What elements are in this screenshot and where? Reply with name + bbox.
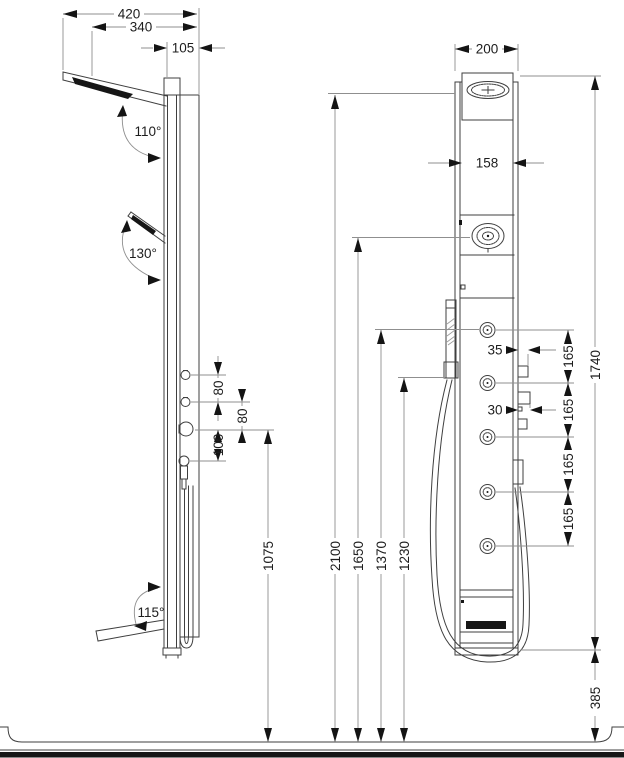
angle-110-label: 110° xyxy=(134,124,162,139)
dim-80-mid-label: 80 xyxy=(235,408,250,424)
dimension-labels xyxy=(118,7,603,710)
dimension-arrows xyxy=(63,10,599,742)
dim-200-label: 200 xyxy=(475,41,499,57)
hose-side xyxy=(180,486,193,648)
diverter-knob xyxy=(181,371,190,380)
dim-1075-label: 1075 xyxy=(261,540,276,572)
overhead-shower-icon xyxy=(467,82,509,99)
dim-105-label: 105 xyxy=(171,40,195,56)
body-jet-icon xyxy=(480,323,495,338)
dim-165-2-label: 165 xyxy=(561,398,576,422)
footrest-slot xyxy=(466,621,506,629)
spray-face xyxy=(72,77,133,99)
dim-100-label: 100 xyxy=(211,433,226,457)
overhead-arm xyxy=(63,72,167,106)
side-panel-body xyxy=(163,78,199,658)
diverter-knob xyxy=(181,398,190,407)
dim-1370-label: 1370 xyxy=(374,540,389,572)
dimension-lines xyxy=(63,8,601,742)
dim-420-label: 420 xyxy=(117,6,141,22)
dim-1650-label: 1650 xyxy=(351,540,366,572)
side-view xyxy=(63,72,199,658)
body-jet-icon xyxy=(480,430,495,445)
thermostat-knob xyxy=(179,422,193,436)
dim-80-top-label: 80 xyxy=(211,380,226,396)
shower-hose xyxy=(430,380,529,662)
dim-1740-label: 1740 xyxy=(588,349,603,381)
valve-handles xyxy=(518,366,530,429)
dim-1230-label: 1230 xyxy=(397,540,412,572)
body-jet-icon xyxy=(480,539,495,554)
control-knobs xyxy=(179,371,193,437)
dim-35-label: 35 xyxy=(487,342,503,358)
dim-385-label: 385 xyxy=(588,686,603,710)
dim-165-1-label: 165 xyxy=(561,345,576,368)
body-jet-icon xyxy=(480,485,495,500)
dim-158-label: 158 xyxy=(475,155,499,171)
dim-165-4-label: 165 xyxy=(561,507,576,531)
dim-165-3-label: 165 xyxy=(561,453,576,476)
foot-lever xyxy=(96,620,164,641)
floor-line xyxy=(0,727,624,758)
angle-115-label: 115° xyxy=(137,605,165,620)
angle-130-label: 130° xyxy=(129,246,157,261)
dim-2100-label: 2100 xyxy=(328,540,343,572)
angle-arcs xyxy=(122,108,158,624)
footrest xyxy=(460,590,513,643)
hand-shower-front xyxy=(444,300,458,378)
body-jet-icon xyxy=(480,376,495,391)
body-spray-arm xyxy=(128,212,165,243)
body-shower-icon xyxy=(472,224,504,253)
dim-30-label: 30 xyxy=(487,402,503,418)
dim-340-label: 340 xyxy=(129,19,153,35)
